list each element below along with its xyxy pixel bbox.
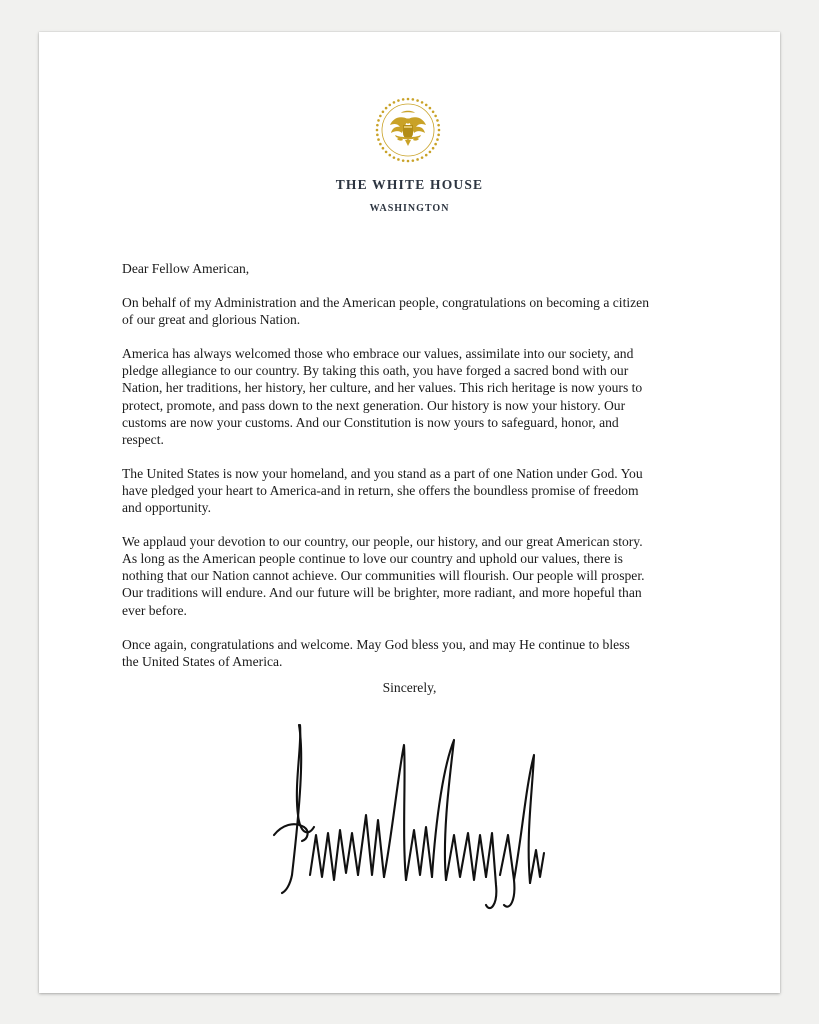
seal-dot [376,129,379,132]
seal-dot [402,98,405,101]
body-paragraph: On behalf of my Administration and the American people, congratulations on becoming a citizen of our great and glorious Nation. [122,295,649,328]
seal-dot [379,143,382,146]
seal-dot [397,158,400,161]
seal-dot [429,151,432,154]
seal-dot [416,99,419,102]
seal-dot [436,119,439,122]
seal-dot [412,98,415,101]
seal-dot [432,110,435,113]
seal-dot [377,138,380,141]
body-paragraph: Once again, congratulations and welcome. May God bless you, and may He continue to bless the United States of America. [122,636,630,669]
seal-dot [425,154,428,157]
seal-dot [416,158,419,161]
seal-dot [438,129,441,132]
seal-dot [429,107,432,110]
seal-dot [388,104,391,107]
letter-page [39,32,780,993]
seal-dot [437,134,440,137]
seal-dot [397,99,400,102]
seal-dot [385,107,388,110]
seal-dot [393,101,396,104]
seal-dot [412,159,415,162]
seal-dot [382,147,385,150]
seal-dot [434,115,437,118]
signature-image [264,715,564,915]
seal-dot [376,134,379,137]
seal-dot [436,138,439,141]
letterhead-city: WASHINGTON [369,203,450,214]
seal-dot [379,115,382,118]
letterhead-title: THE WHITE HOUSE [335,177,484,192]
seal-dot [437,124,440,127]
seal-dot [382,110,385,113]
body-paragraph: We applaud your devotion to our country, our people, our history, and our great American story. As long as the American people continue to love our country and uphold our values, there is nothing that our Nation cannot achieve. Our communities will flourish. Our people will prosper. Our traditions will endure. And our future will be brighter, more radiant, and more hopeful than ever before. [122,534,645,618]
salutation: Dear Fellow American, [122,261,250,276]
body-paragraph: America has always welcomed those who embrace our values, assimilate into our society, and pledge allegiance to our country. By taking this oath, you have forged a sacred bond with our Nation, her traditions, her history, her culture, and her values. This rich heritage is now yours to protect, promote, and pass down to the next generation. Our history is now your history. Our customs are now your customs. And our Constitution is now yours to safeguard, honor, and respect. [122,346,643,447]
seal-dot [421,101,424,104]
seal-dot [434,143,437,146]
seal-dot [402,159,405,162]
seal-dot [421,156,424,159]
seal-dot [425,104,428,107]
letter-body [122,260,722,687]
seal-dot [388,154,391,157]
presidential-seal-icon [373,95,443,165]
seal-dot [407,160,410,163]
seal-dot [393,156,396,159]
closing: Sincerely, [382,680,437,695]
seal-dot [432,147,435,150]
seal-dot [407,98,410,101]
seal-dot [385,151,388,154]
seal-dot [376,124,379,127]
body-paragraph: The United States is now your homeland, and you stand as a part of one Nation under God. You have pledged your heart to America-and in return, she offers the boundless promise of freedom and opportunity. [122,465,643,516]
seal-dot [377,119,380,122]
